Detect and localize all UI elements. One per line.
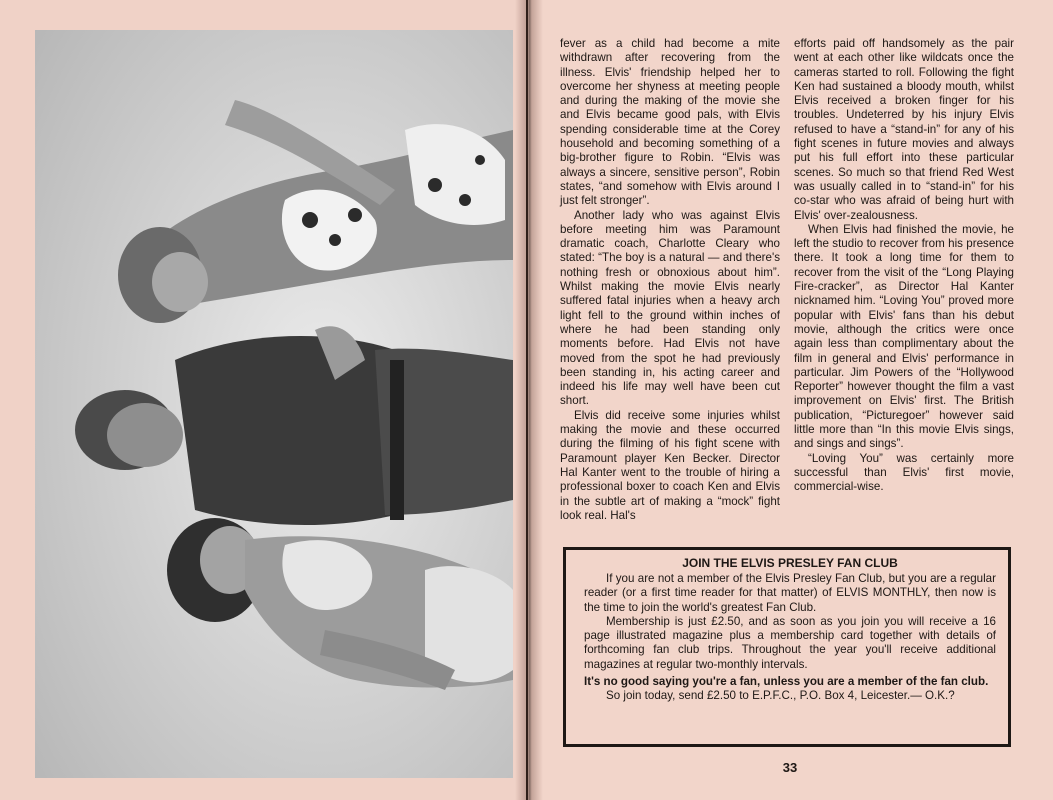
page-gutter [515, 0, 543, 800]
fan-club-slogan: It's no good saying you're a fan, unless you are a member of the fan club. [584, 675, 989, 689]
article-paragraph: “Loving You” was certainly more successful than Elvis' first movie, commercial-wise. [794, 451, 1014, 494]
fan-club-title: JOIN THE ELVIS PRESLEY FAN CLUB [682, 556, 898, 570]
article-column-1 [560, 37, 780, 523]
fan-club-address: So join today, send £2.50 to E.P.F.C., P.O. Box 4, Leicester.— O.K.? [606, 689, 955, 703]
page-number: 33 [782, 760, 798, 775]
article-paragraph: fever as a child had become a mite withdrawn after recovering from the illness. Elvis' friendship helped her to overcome her shyness at meeting people and during the making of the movie she and Elvis became good pals, with Elvis spending considerable time at the Corey household and becoming something of a big-brother figure to Robin. “Elvis was always a sincere, sensitive person”, Robin states, “and somehow with Elvis around I just felt stronger”. [560, 37, 780, 208]
article-column-2 [794, 37, 1014, 495]
fan-club-box [563, 547, 1011, 747]
left-page [0, 0, 526, 800]
fan-club-paragraph: Membership is just £2.50, and as soon as you join you will receive a 16 page illustrated magazine plus a membership card together with details of forthcoming fan club trips. Throughout the year you'll receive additional magazines at regular two-monthly intervals. [584, 614, 996, 671]
article-paragraph: efforts paid off handsomely as the pair went at each other like wildcats once the cameras started to roll. Following the fight Ken had sustained a bloody mouth, whilst Elvis received a broken finger for his troubles. Undeterred by his injury Elvis refused to have a “stand-in” for any of his fight scenes in future movies and always put his full effort into these particular scenes. So much so that friend Red West was usually called in to “stand-in” for his co-star who was afraid of being hurt with Elvis' over-zealousness. [794, 37, 1014, 222]
photo-illustration [35, 30, 513, 778]
fan-club-paragraph: If you are not a member of the Elvis Presley Fan Club, but you are a regular reader (or a first time reader for that matter) of ELVIS MONTHLY, then now is the time to join the world's greatest Fan Club. [584, 572, 996, 614]
article-paragraph: When Elvis had finished the movie, he left the studio to recover from his presence there. It took a long time for them to recover from the visit of the “Long Playing Fire-cracker”, as Director Hal Kanter nicknamed him. “Loving You” proved more popular with Elvis' fans than his debut movie, although the critics were once again less than complimentary about the film in general and Elvis' performance in particular. Jim Powers of the “Hollywood Reporter” however thought the film a vast improvement on Elvis' first. The British publication, “Picturegoer” however said little more than “In this movie Elvis sings, and sings and sings”. [794, 222, 1014, 451]
article-paragraph: Another lady who was against Elvis before meeting him was Paramount dramatic coach, Charlotte Cleary who stated: “The boy is a natural — and there's nothing fresh or obnoxious about him”. Whilst making the movie Elvis nearly suffered fatal injuries when a heavy arch light fell to the ground within inches of where he had been standing only moments before. Had Elvis not have moved from the spot he had previously been standing in, his acting career and indeed his life may well have been cut short. [560, 208, 780, 408]
article-paragraph: Elvis did receive some injuries whilst making the movie and these occurred during the filming of his fight scene with Paramount player Ken Becker. Director Hal Kanter went to the trouble of hiring a professional boxer to coach Ken and Elvis in the subtle art of making a “mock” fight look real. Hal's [560, 408, 780, 522]
photo [35, 30, 513, 778]
